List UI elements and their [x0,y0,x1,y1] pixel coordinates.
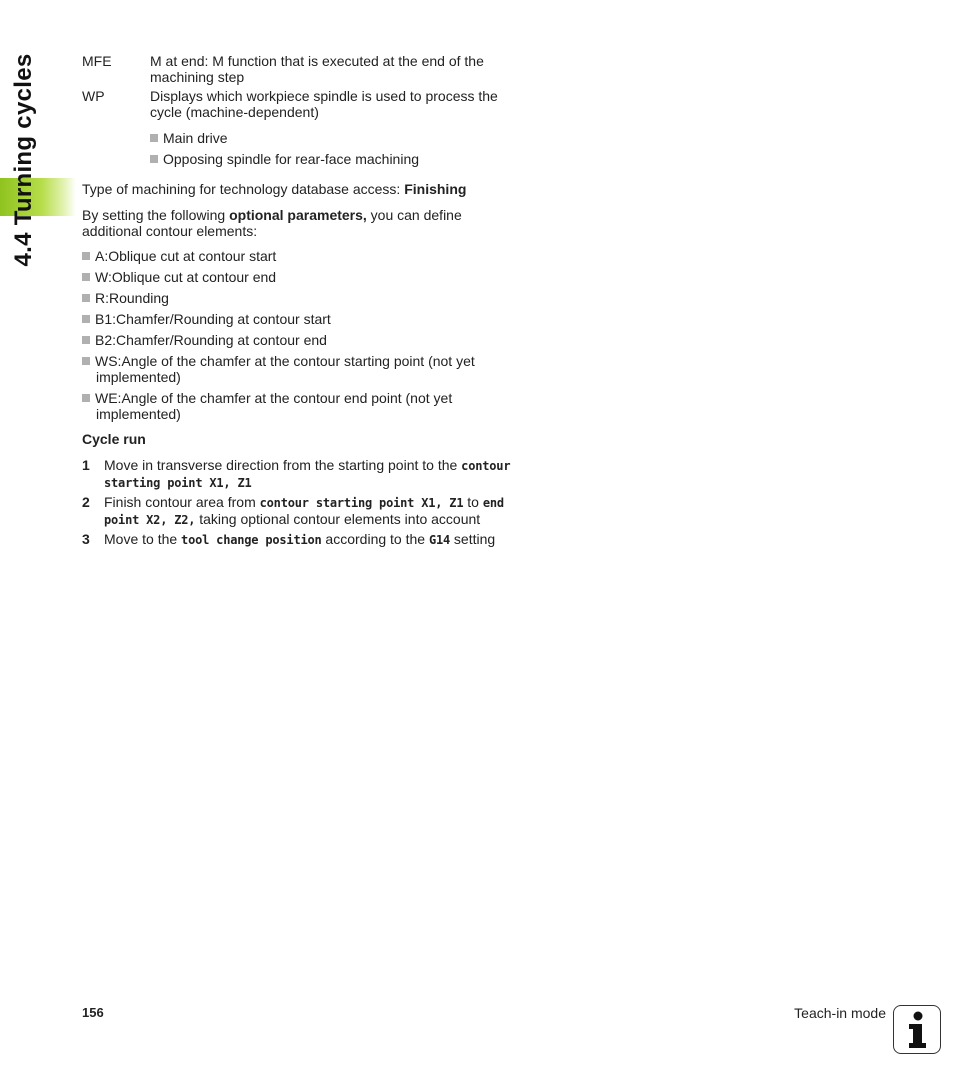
optional-parameters-paragraph: By setting the following optional parameters, you can define additional contour elements: [82,207,462,239]
bullet-square [82,269,95,285]
bullet-square [82,311,95,327]
technology-paragraph: Type of machining for technology database access: Finishing [82,181,467,197]
info-icon-glyph [894,1006,939,1052]
bullet-square [82,390,95,406]
chapter-title-text: 4.4 Turning cycles [10,53,37,267]
term-wp: WP [82,88,105,104]
term-mfe: MFE [82,53,112,69]
step-number: 2 [82,494,90,510]
bullet-square [150,130,163,146]
bullet-square [82,332,95,348]
step-text: Move in transverse direction from the starting point to the contour starting point X1, Z1 [104,457,511,490]
bullet-square [82,290,95,306]
optional-item: B2:Chamfer/Rounding at contour end [82,332,526,348]
wp-option-item: Opposing spindle for rear-face machining [150,151,524,167]
optional-item: B1:Chamfer/Rounding at contour start [82,311,526,327]
optional-item: R:Rounding [82,290,526,306]
optional-item: WS:Angle of the chamfer at the contour starting point (not yet implemented) [82,353,526,385]
optional-item: A:Oblique cut at contour start [82,248,526,264]
technology-value: Finishing [404,181,467,197]
info-icon [893,1005,941,1054]
definition-mfe: M at end: M function that is executed at the end of the machining step [150,53,484,85]
sidebar-chapter-title [4,48,44,272]
bullet-square [150,151,163,167]
bullet-square [82,248,95,264]
definition-wp: Displays which workpiece spindle is used to process the cycle (machine-dependent) [150,88,498,120]
step-text: Move to the tool change position according to the G14 setting [104,531,496,547]
step-number: 1 [82,457,90,473]
step-number: 3 [82,531,90,547]
wp-option-item: Main drive [150,130,524,146]
cycle-run-heading: Cycle run [82,431,146,447]
step-text: Finish contour area from contour starting point X1, Z1 to end point X2, Z2, taking optional contour elements into account [104,494,504,527]
optional-item: W:Oblique cut at contour end [82,269,526,285]
footer-mode-label: Teach-in mode [794,1005,886,1021]
page-number: 156 [82,1005,104,1020]
optional-item: WE:Angle of the chamfer at the contour end point (not yet implemented) [82,390,526,422]
bullet-square [82,353,95,369]
